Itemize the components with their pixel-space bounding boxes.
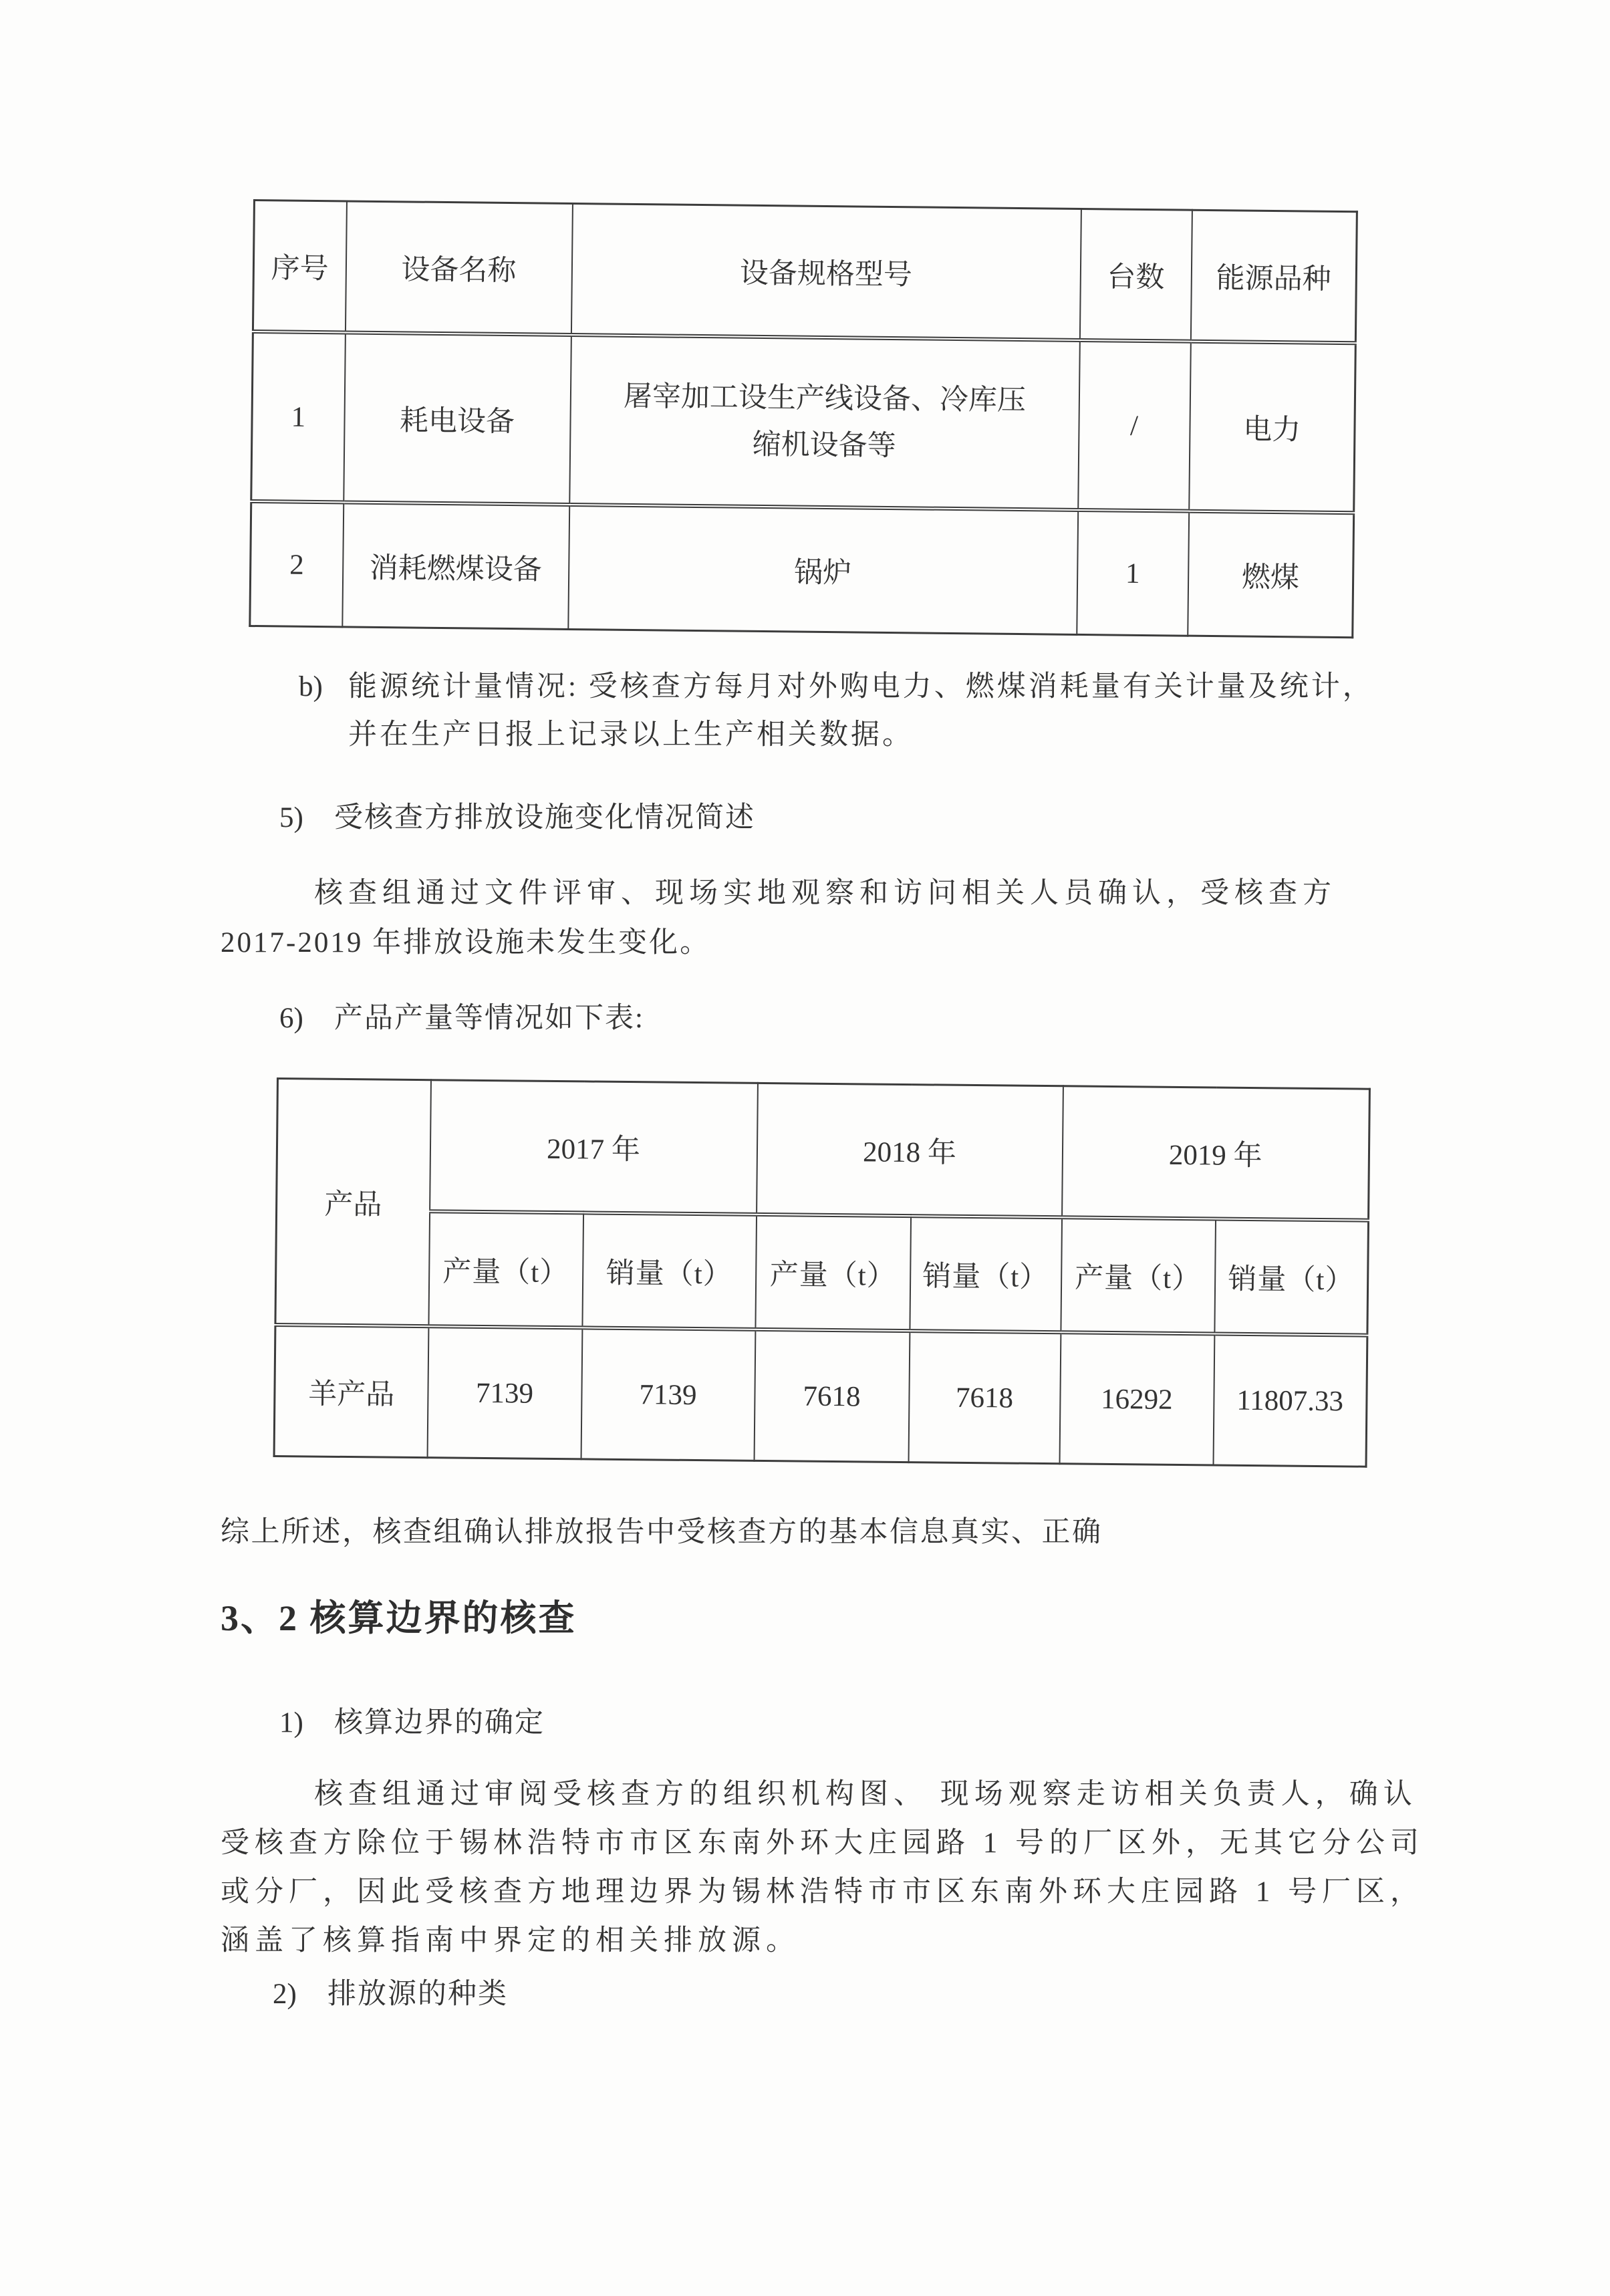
col-header-product: 产品 <box>275 1079 431 1327</box>
list-item-1-text: 核算边界的确定 <box>334 1707 545 1739</box>
list-item-b <box>299 663 1395 759</box>
equipment-table-header-row <box>253 201 1357 344</box>
cell-sales-2018: 7618 <box>908 1331 1061 1464</box>
col-header-output-2017: 产量（t） <box>428 1211 583 1327</box>
cell-device-spec: 屠宰加工设生产线设备、冷库压缩机设备等 <box>569 335 1080 510</box>
cell-device-name: 消耗燃煤设备 <box>342 502 569 629</box>
cell-energy-type: 燃煤 <box>1188 511 1354 638</box>
table-row <box>251 332 1356 513</box>
item-b-line2: 并在生产日报上记录以上生产相关数据。 <box>348 719 914 751</box>
list-item-2-label: 2) <box>273 1979 297 2010</box>
col-header-output-2018: 产量（t） <box>755 1215 911 1331</box>
cell-device-spec: 锅炉 <box>568 505 1078 634</box>
table-row <box>274 1325 1367 1466</box>
list-item-b-text <box>348 663 1374 759</box>
list-item-2-text: 排放源的种类 <box>327 1979 508 2010</box>
cell-output-2017: 7139 <box>427 1326 582 1459</box>
list-item-b-label: b) <box>299 671 323 703</box>
paragraph-line: 或分厂，因此受核查方地理边界为锡林浩特市市区东南外环大庄园路 1 号厂区， <box>221 1876 1424 1908</box>
col-header-output-2019: 产量（t） <box>1061 1217 1216 1333</box>
section-heading: 3、2 核算边界的核查 <box>221 1598 577 1638</box>
col-header-sales-2019: 销量（t） <box>1214 1219 1369 1335</box>
list-item-1-label: 1) <box>279 1707 303 1739</box>
col-header-serial: 序号 <box>253 201 346 333</box>
col-header-unit-count: 台数 <box>1079 209 1192 341</box>
paragraph-facility-change <box>221 869 1397 968</box>
paragraph-line: 受核查方除位于锡林浩特市市区东南外环大庄园路 1 号的厂区外，无其它分公司 <box>221 1827 1424 1859</box>
production-table-year-row <box>277 1079 1370 1221</box>
cell-energy-type: 电力 <box>1189 342 1356 513</box>
col-header-year-2018: 2018 年 <box>757 1083 1063 1217</box>
col-header-year-2017: 2017 年 <box>430 1080 758 1215</box>
cell-output-2019: 16292 <box>1059 1332 1214 1465</box>
list-item-5-text: 受核查方排放设施变化情况简述 <box>334 802 755 834</box>
list-item-2 <box>273 1977 508 2012</box>
cell-sales-2017: 7139 <box>581 1327 755 1460</box>
list-item-6 <box>279 1001 644 1036</box>
list-item-5 <box>279 801 755 836</box>
col-header-sales-2017: 销量（t） <box>582 1213 757 1329</box>
paragraph-line: 涵盖了核算指南中界定的相关排放源。 <box>221 1925 800 1956</box>
col-header-device-spec: 设备规格型号 <box>571 204 1081 340</box>
cell-output-2018: 7618 <box>754 1329 910 1462</box>
col-header-energy-type: 能源品种 <box>1190 210 1357 343</box>
cell-unit-count: 1 <box>1077 510 1189 636</box>
list-item-6-label: 6) <box>279 1003 303 1034</box>
col-header-year-2019: 2019 年 <box>1062 1086 1370 1221</box>
list-item-6-text: 产品产量等情况如下表: <box>334 1003 644 1034</box>
col-header-sales-2018: 销量（t） <box>910 1216 1062 1332</box>
col-header-device-name: 设备名称 <box>345 201 572 335</box>
cell-serial: 1 <box>251 332 346 502</box>
paragraph-line: 2017-2019 年排放设施未发生变化。 <box>221 927 711 959</box>
paragraph-boundary <box>221 1770 1424 1965</box>
paragraph-line: 核查组通过审阅受核查方的组织机构图、 现场观察走访相关负责人，确认 <box>314 1779 1418 1810</box>
cell-product: 羊产品 <box>274 1325 428 1458</box>
summary-statement: 综上所述，核查组确认排放报告中受核查方的基本信息真实、正确 <box>221 1517 1103 1548</box>
item-b-line1: 能源统计量情况: 受核查方每月对外购电力、燃煤消耗量有关计量及统计， <box>348 671 1374 703</box>
cell-unit-count: / <box>1078 340 1191 511</box>
production-table <box>273 1077 1371 1468</box>
cell-device-name: 耗电设备 <box>344 332 571 505</box>
cell-sales-2019: 11807.33 <box>1213 1333 1367 1466</box>
table-row <box>250 501 1354 638</box>
list-item-5-label: 5) <box>279 802 303 834</box>
paragraph-line: 核查组通过文件评审、现场实地观察和访问相关人员确认，受核查方 <box>314 878 1337 909</box>
cell-serial: 2 <box>250 501 344 627</box>
production-table-subheader-row <box>275 1210 1369 1335</box>
equipment-table <box>249 199 1358 638</box>
list-item-1 <box>279 1706 545 1741</box>
